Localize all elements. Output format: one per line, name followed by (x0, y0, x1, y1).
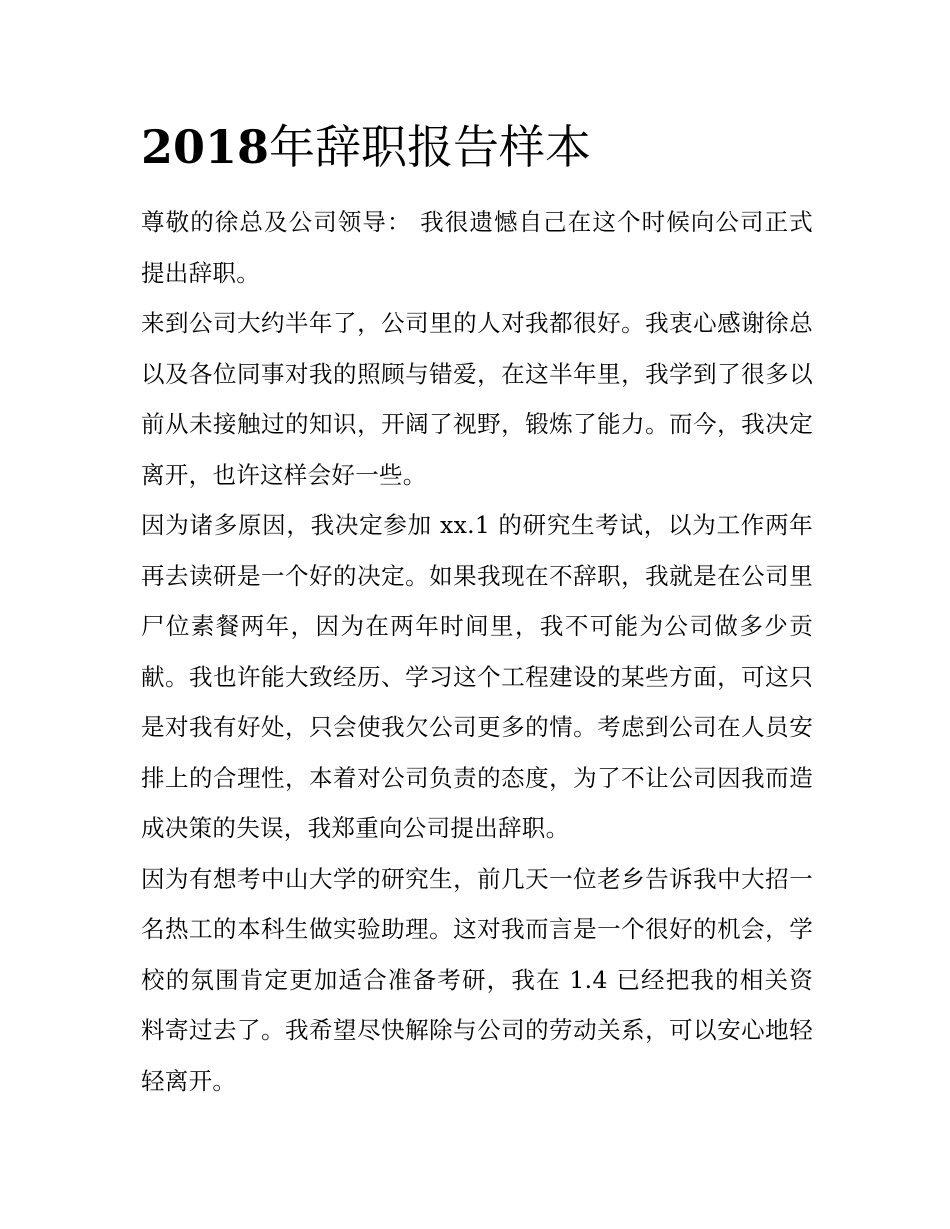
paragraph-reasons: 因为诸多原因，我决定参加 xx.1 的研究生考试，以为工作两年再去读研是一个好的决定。如果我现在不辞职，我就是在公司里尸位素餐两年，因为在两年时间里，我不可能为公司做多少贡献。我也许能大致经历、学习这个工程建设的某些方面，可这只是对我有好处，只会使我欠公司更多的情。考虑到公司在人员安排上的合理性，本着对公司负责的态度，为了不让公司因我而造成决策的失误，我郑重向公司提出辞职。 (141, 511, 813, 842)
title-year: 2018 (141, 120, 270, 174)
document-title (141, 115, 813, 179)
title-text: 年辞职报告样本 (269, 120, 592, 174)
paragraph-salutation: 尊敬的徐总及公司领导： 我很遗憾自己在这个时候向公司正式提出辞职。 (141, 208, 813, 287)
paragraph-gratitude: 来到公司大约半年了，公司里的人对我都很好。我衷心感谢徐总以及各位同事对我的照顾与错爱，在这半年里，我学到了很多以前从未接触过的知识，开阔了视野，锻炼了能力。而今，我决定离开，也许这样会好一些。 (141, 309, 813, 489)
paragraph-new-opportunity: 因为有想考中山大学的研究生，前几天一位老乡告诉我中大招一名热工的本科生做实验助理。这对我而言是一个很好的机会，学校的氛围肯定更加适合准备考研，我在 1.4 已经把我的相关资料寄过去了。我希望尽快解除与公司的劳动关系，可以安心地轻轻离开。 (141, 864, 813, 1095)
document-body (141, 197, 813, 1106)
